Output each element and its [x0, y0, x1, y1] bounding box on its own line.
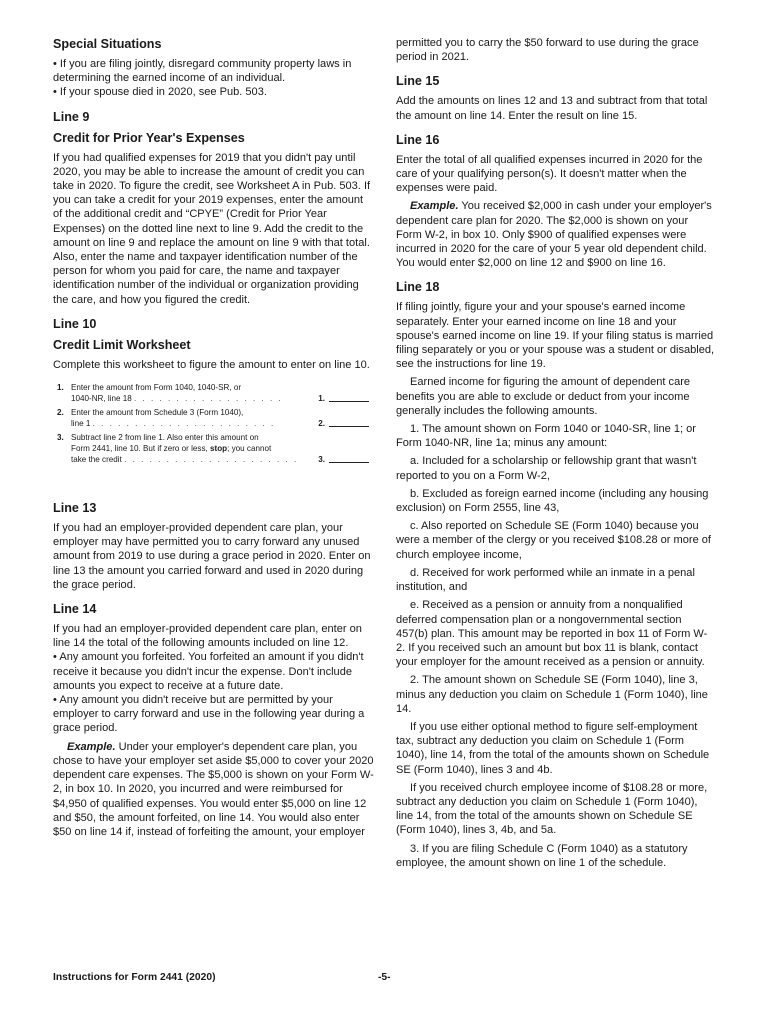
- example-text: Under your employer's dependent care plan, you chose to have your employer set aside $5,000 to cover your 2020 dependent care expenses. The $5,000 is shown on your Form W-2, in box 10. In 2020, you incurred and were reimbursed for $4,950 of qualified expenses. You would enter $5,000 on line 12 and $50, the amount forfeited, on line 14. You would also enter $50 on line 14 if, instead of forfeiting the amount, your employer: [53, 740, 374, 838]
- line14-paragraph: If you had an employer-provided dependent care plan, enter on line 14 the total of the following amounts included on line 12.: [53, 623, 362, 650]
- worksheet-row-number: 2.: [57, 408, 64, 418]
- worksheet-row-text: take the credit: [71, 455, 122, 465]
- line15-paragraph: Add the amounts on lines 12 and 13 and subtract from that total the amount on line 14. Enter the result on line 15.: [396, 95, 708, 122]
- worksheet-entry-line-1[interactable]: [329, 401, 369, 402]
- special-bullet-1: • If you are filing jointly, disregard community property laws in determining the earned income of an individual.: [53, 58, 352, 85]
- line15-heading: Line 15: [396, 74, 440, 89]
- church-income-paragraph: If you received church employee income of $108.28 or more, subtract any deduction you claim on Schedule 1 (Form 1040), line 14, from the total of the amounts shown on Schedule SE (Form 1040), lines 3, 4b, and 5a.: [396, 781, 708, 837]
- line13-paragraph: If you had an employer-provided dependent care plan, your employer may have permitted you to carry forward any unused amount from 2019 to use during a grace period in 2020. Enter on line 13 the amount you carried forward and used in 2020 during the grace period.: [53, 522, 371, 591]
- line9-paragraph: If you had qualified expenses for 2019 that you didn't pay until 2020, you may be able to increase the amount of credit you can take in 2020. To figure the credit, see Worksheet A in Pub. 503. If you can take a credit for your 2019 expenses, enter the amount of the additional credit and “CPYE” (Credit for Prior Year Expenses) on the dotted line next to line 9. Add the credit to the amount on line 9 and replace the amount on line 9 with that total. Also, enter the name and taxpayer identification number of the person for whom you paid for care, the name and taxpayer identification number of the individual or organization providing the care, and how you figured the credit.: [53, 151, 371, 306]
- earned-income-item-d: d. Received for work performed while an inmate in a penal institution, and: [396, 566, 695, 594]
- special-bullet-2: • If your spouse died in 2020, see Pub. 503.: [53, 86, 267, 99]
- line18-heading: Line 18: [396, 280, 440, 295]
- example-text: You received $2,000 in cash under your employer's dependent care plan for 2020. The $2,000 is shown on your Form W-2, in box 10. Only $900 of qualified expenses were incurred in 2020 for the care of your 5 year old dependent child. You would enter $2,000 on line 12 and $900 on line 16.: [396, 200, 712, 270]
- worksheet-row-number: 3.: [57, 433, 64, 443]
- worksheet-row-number: 1.: [57, 383, 64, 393]
- line10-subheading: Credit Limit Worksheet: [53, 337, 191, 352]
- earned-income-item-1: 1. The amount shown on Form 1040 or 1040-SR, line 1; or Form 1040-NR, line 1a; minus any amount:: [396, 423, 696, 450]
- worksheet-line-label: 3.: [318, 455, 325, 465]
- worksheet-line-label: 1.: [318, 394, 325, 404]
- line16-heading: Line 16: [396, 132, 440, 147]
- line16-example: [396, 199, 716, 270]
- earned-income-item-a: a. Included for a scholarship or fellowship grant that wasn't reported to you on a Form W-2,: [396, 455, 697, 482]
- line10-paragraph: Complete this worksheet to figure the amount to enter on line 10.: [53, 358, 370, 371]
- line18-paragraph-2: Earned income for figuring the amount of dependent care benefits you are able to exclude or deduct from your income generally includes the following amounts.: [396, 376, 691, 417]
- worksheet-row-1: 1. Enter the amount from Form 1040, 1040-SR, or 1040-NR, line 18 . . . . . . . . . . . . . . . . . . 1.: [53, 382, 375, 404]
- earned-income-item-2: 2. The amount shown on Schedule SE (Form 1040), line 3, minus any deduction you claim on Schedule 1 (Form 1040), line 14.: [396, 674, 708, 715]
- line14-heading: Line 14: [53, 602, 97, 617]
- footer-form-title: Instructions for Form 2441 (2020): [53, 972, 216, 983]
- worksheet-row-text: Form 2441, line 10. But if zero or less,: [71, 444, 208, 454]
- page-number: -5-: [378, 972, 391, 983]
- earned-income-item-c: c. Also reported on Schedule SE (Form 1040) because you were a member of the clergy or you received $108.28 or more of church employee income,: [396, 520, 711, 561]
- earned-income-item-e: e. Received as a pension or annuity from a nonqualified deferred compensation plan or a nongovernmental section 457(b) plan. This amount may be reported in box 11 of Form W-2. If you received such an amount but box 11 is blank, contact your employer for the amount received as a pension or annuity.: [396, 599, 708, 669]
- line14-example: [53, 740, 375, 839]
- continued-paragraph: permitted you to carry the $50 forward to use during the grace period in 2021.: [396, 37, 699, 64]
- worksheet-row-text: Subtract line 2 from line 1. Also enter this amount on: [71, 433, 259, 443]
- example-label: Example.: [410, 200, 459, 213]
- line9-subheading: Credit for Prior Year's Expenses: [53, 130, 245, 145]
- line13-heading: Line 13: [53, 501, 97, 516]
- worksheet-entry-line-3[interactable]: [329, 462, 369, 463]
- earned-income-item-3: 3. If you are filing Schedule C (Form 1040) as a statutory employee, the amount shown on line 1 of the schedule.: [396, 842, 688, 869]
- special-situations-heading: Special Situations: [53, 37, 162, 51]
- line9-heading: Line 9: [53, 109, 90, 124]
- line10-heading: Line 10: [53, 316, 97, 331]
- line16-paragraph: Enter the total of all qualified expenses incurred in 2020 for the care of your qualifying person(s). It doesn't matter when the expenses were paid.: [396, 153, 703, 195]
- worksheet-line-label: 2.: [318, 419, 325, 429]
- left-column: [53, 36, 375, 839]
- worksheet-row-2: 2. Enter the amount from Schedule 3 (Form 1040), line 1 . . . . . . . . . . . . . . . . . . . . . . 2.: [53, 407, 375, 429]
- line18-paragraph-1: If filing jointly, figure your and your spouse's earned income separately. Enter your earned income on line 18 and your spouse's earned income on line 19. If your filing status is married filing separately or you or your spouse was a student or disabled, see the instructions for line 19.: [396, 301, 715, 371]
- earned-income-item-b: b. Excluded as foreign earned income (including any housing exclusion) on Form 2555, line 43,: [396, 487, 709, 515]
- worksheet-row-text: Enter the amount from Schedule 3 (Form 1040),: [71, 408, 244, 418]
- line14-bullet-2: • Any amount you didn't receive but are permitted by your employer to carry forward and use in the following year during a grace period.: [53, 694, 365, 735]
- worksheet-row-3: 3. Subtract line 2 from line 1. Also enter this amount on Form 2441, line 10. But if zero or less, stop; you cannot take the credit . . . . . . . . . . . . . . . . . . . . . 3.: [53, 432, 375, 465]
- worksheet-row-text: 1040-NR, line 18: [71, 394, 132, 404]
- example-label: Example.: [67, 740, 116, 753]
- right-column: [396, 36, 716, 870]
- optional-method-paragraph: If you use either optional method to figure self-employment tax, subtract any deduction you claim on Schedule 1 (Form 1040), line 14, from the total of the amounts shown on Schedule SE (Form 1040), lines 3 and 4b.: [396, 720, 710, 776]
- credit-limit-worksheet: [53, 382, 375, 465]
- worksheet-row-text: Enter the amount from Form 1040, 1040-SR, or: [71, 383, 242, 393]
- worksheet-row-text: ; you cannot: [227, 444, 272, 454]
- worksheet-row-text: line 1: [71, 419, 91, 429]
- line14-bullet-1: • Any amount you forfeited. You forfeited an amount if you didn't receive it because you didn't incur the expense. Don't include amounts you expect to receive at a future date.: [53, 651, 364, 692]
- worksheet-entry-line-2[interactable]: [329, 426, 369, 427]
- worksheet-stop-word: stop: [210, 444, 228, 454]
